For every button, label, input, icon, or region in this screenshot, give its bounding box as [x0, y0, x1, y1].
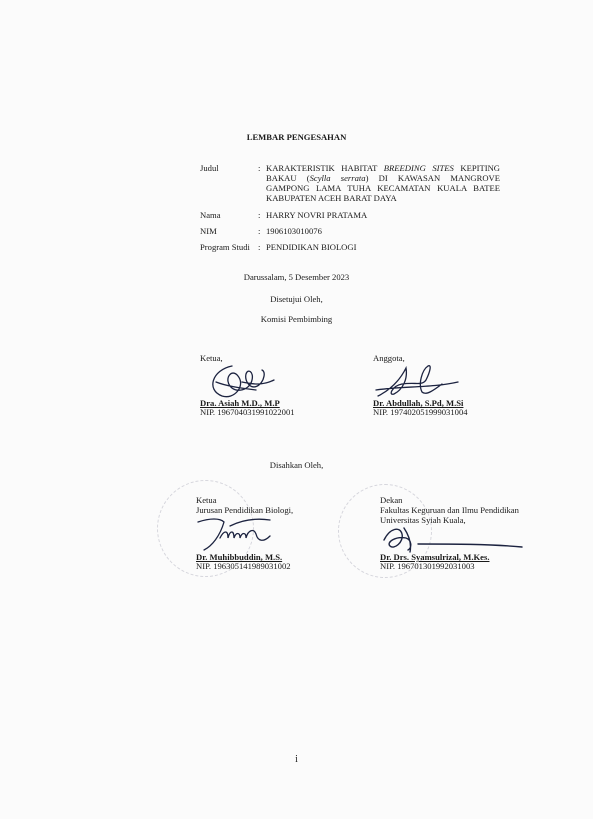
dekan-name: Dr. Drs. Syamsulrizal, M.Kes. [380, 552, 490, 562]
judul-line: GAMPONG LAMA TUHA KECAMATAN KUALA BATEE [266, 183, 500, 193]
dekan-role-3: Universitas Syiah Kuala, [380, 515, 466, 525]
anggota-signature [372, 360, 462, 400]
page-title: LEMBAR PENGESAHAN [246, 132, 347, 142]
judul-colon: : [258, 163, 261, 173]
ketua-signature [202, 360, 282, 402]
ketua-nip: NIP. 196704031991022001 [200, 407, 295, 417]
ratified-by: Disahkan Oleh, [269, 460, 324, 470]
dekan-nip: NIP. 196701301992031003 [380, 561, 475, 571]
kajur-signature [190, 512, 280, 554]
dekan-role-1: Dekan [380, 495, 403, 505]
ketua-role: Ketua, [200, 353, 223, 363]
kajur-nip: NIP. 196305141989031002 [196, 561, 291, 571]
nim-colon: : [258, 226, 261, 236]
kajur-name: Dr. Muhibbuddin, M.S. [196, 552, 283, 562]
kajur-role-2: Jurusan Pendidikan Biologi, [196, 505, 294, 515]
judul-line: KABUPATEN ACEH BARAT DAYA [266, 193, 397, 203]
prodi-colon: : [258, 242, 261, 252]
anggota-name: Dr. Abdullah, S.Pd, M.Si [373, 398, 464, 408]
committee-title: Komisi Pembimbing [260, 314, 333, 324]
place-date: Darussalam, 5 Desember 2023 [243, 272, 350, 282]
anggota-role: Anggota, [373, 353, 405, 363]
ketua-name: Dra. Asiah M.D., M.P [200, 398, 280, 408]
judul-line: BAKAU (Scylla serrata) DI KAWASAN MANGROVE [266, 173, 500, 183]
nama-colon: : [258, 210, 261, 220]
judul-label: Judul [200, 163, 219, 173]
dekan-role-2: Fakultas Keguruan dan Ilmu Pendidikan [380, 505, 519, 515]
page-number: i [295, 754, 298, 765]
dekan-signature [372, 520, 528, 556]
judul-value [266, 163, 500, 203]
nim-value: 1906103010076 [266, 226, 322, 236]
prodi-value: PENDIDIKAN BIOLOGI [266, 242, 357, 252]
prodi-label: Program Studi [200, 242, 250, 252]
nama-value: HARRY NOVRI PRATAMA [266, 210, 368, 220]
judul-line: KARAKTERISTIK HABITAT BREEDING SITES KEPITING [266, 163, 500, 173]
approved-by: Disetujui Oleh, [270, 294, 323, 304]
kajur-role-1: Ketua [196, 495, 217, 505]
anggota-nip: NIP. 197402051999031004 [373, 407, 468, 417]
nim-label: NIM [200, 226, 217, 236]
nama-label: Nama [200, 210, 221, 220]
